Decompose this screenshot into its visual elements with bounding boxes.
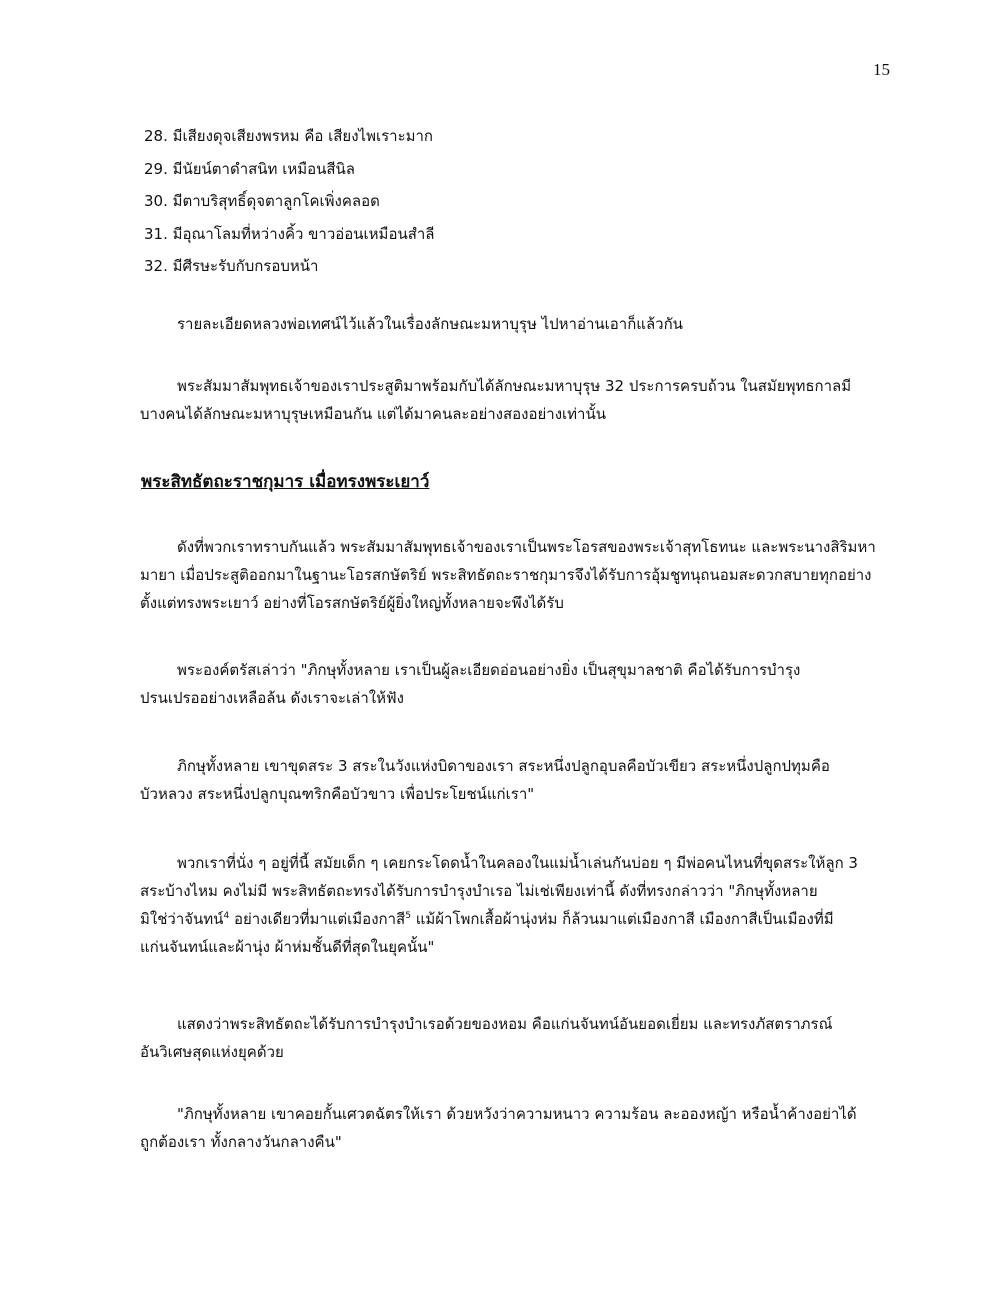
list-item: 30. มีตาบริสุทธิ์ดุจตาลูกโคเพิ่งคลอด [144,192,380,210]
paragraph-line: สระบ้างไหม คงไม่มี พระสิทธัตถะทรงได้รับการบำรุงบำเรอ ไม่เช่เพียงเท่านี้ ดังที่ทรงกล่าวว่า "ภิกษุทั้งหลาย [140,882,818,900]
paragraph-line: รายละเอียดหลวงพ่อเทศน์ไว้แล้วในเรื่องลักษณะมหาบุรุษ ไปหาอ่านเอาก็แล้วกัน [177,315,683,333]
paragraph-line: อันวิเศษสุดแห่งยุคด้วย [140,1043,284,1061]
characteristics-list [144,120,434,283]
section-heading: พระสิทธัตถะราชกุมาร เมื่อทรงพระเยาว์ [141,472,430,492]
text-segment: แม้ผ้าโพกเสื้อผ้านุ่งห่ม ก็ล้วนมาแต่เมืองกาสี เมืองกาสีเป็นเมืองที่มี [410,910,834,928]
list-item: 31. มีอุณาโลมที่หว่างคิ้ว ขาวอ่อนเหมือนสำลี [144,224,435,243]
paragraph-fragrance [140,1010,880,1066]
page-number: 15 [873,60,890,79]
paragraph-comparison [140,849,880,961]
paragraph-line: บางคนได้ลักษณะมหาบุรุษเหมือนกัน แต่ได้มาคนละอย่างสองอย่างเท่านั้น [140,405,606,423]
paragraph-line: พระองค์ตรัสเล่าว่า "ภิกษุทั้งหลาย เราเป็นผู้ละเอียดอ่อนอย่างยิ่ง เป็นสุขุมาลชาติ คือได้รับการบำรุง [177,661,801,679]
paragraph-line: แก่นจันทน์และผ้านุ่ง ผ้าห่มชั้นดีที่สุดในยุคนั้น" [140,938,435,956]
paragraph-quote-start [140,656,880,712]
paragraph-marks [140,372,880,428]
paragraph-umbrella [140,1100,880,1156]
paragraph-line: ถูกต้องเรา ทั้งกลางวันกลางคืน" [140,1133,342,1151]
paragraph-line: "ภิกษุทั้งหลาย เขาคอยกั้นเศวตฉัตรให้เรา ด้วยหวังว่าความหนาว ความร้อน ละอองหญ้า หรือน้ำค้างอย่าได้ [177,1105,857,1123]
list-item: 32. มีศีรษะรับกับกรอบหน้า [144,257,319,275]
paragraph-line: พระสัมมาสัมพุทธเจ้าของเราประสูติมาพร้อมกับได้ลักษณะมหาบุรุษ 32 ประการครบถ้วน ในสมัยพุทธกาลมี [177,377,852,395]
list-item: 28. มีเสียงดุจเสียงพรหม คือ เสียงไพเราะมาก [144,127,434,145]
paragraph-line: มายา เมื่อประสูติออกมาในฐานะโอรสกษัตริย์ พระสิทธัตถะราชกุมารจึงได้รับการอุ้มชูทนุถนอมสะดวกสบายทุกอย่าง [140,566,872,584]
paragraph-line: ดังที่พวกเราทราบกันแล้ว พระสัมมาสัมพุทธเจ้าของเราเป็นพระโอรสของพระเจ้าสุทโธทนะ และพระนางสิริมหา [177,538,876,556]
text-segment: อย่างเดียวที่มาแต่เมืองกาสี [229,910,406,928]
paragraph-line: ปรนเปรออย่างเหลือล้น ดังเราจะเล่าให้ฟัง [140,689,404,707]
paragraph-line: แสดงว่าพระสิทธัตถะได้รับการบำรุงบำเรอด้วยของหอม คือแก่นจันทน์อันยอดเยี่ยม และทรงภัสตราภรณ์ [177,1015,833,1033]
footnote-marker: 4 [223,911,230,921]
list-item: 29. มีนัยน์ตาดำสนิท เหมือนสีนิล [144,159,355,178]
paragraph-details [140,310,880,338]
paragraph-line [140,905,880,933]
paragraph-line: พวกเราที่นั่ง ๆ อยู่ที่นี้ สมัยเด็ก ๆ เคยกระโดดน้ำในคลองในแม่น้ำเล่นกันบ่อย ๆ มีพ่อคนไหนที่ขุดสระให้ลูก 3 [177,854,858,872]
paragraph-line: ภิกษุทั้งหลาย เขาขุดสระ 3 สระในวังแห่งบิดาของเรา สระหนึ่งปลูกอุบลคือบัวเขียว สระหนึ่งปลูกปทุมคือ [177,757,830,775]
footnote-marker: 5 [405,911,411,921]
paragraph-ponds [140,752,880,808]
paragraph-line: ตั้งแต่ทรงพระเยาว์ อย่างที่โอรสกษัตริย์ผู้ยิ่งใหญ่ทั้งหลายจะพึงได้รับ [140,594,564,612]
text-segment: มิใช่ว่าจันทน์ [140,910,224,928]
paragraph-prince [140,533,880,617]
paragraph-line: บัวหลวง สระหนึ่งปลูกบุณฑริกคือบัวขาว เพื่อประโยชน์แก่เรา" [140,785,535,803]
